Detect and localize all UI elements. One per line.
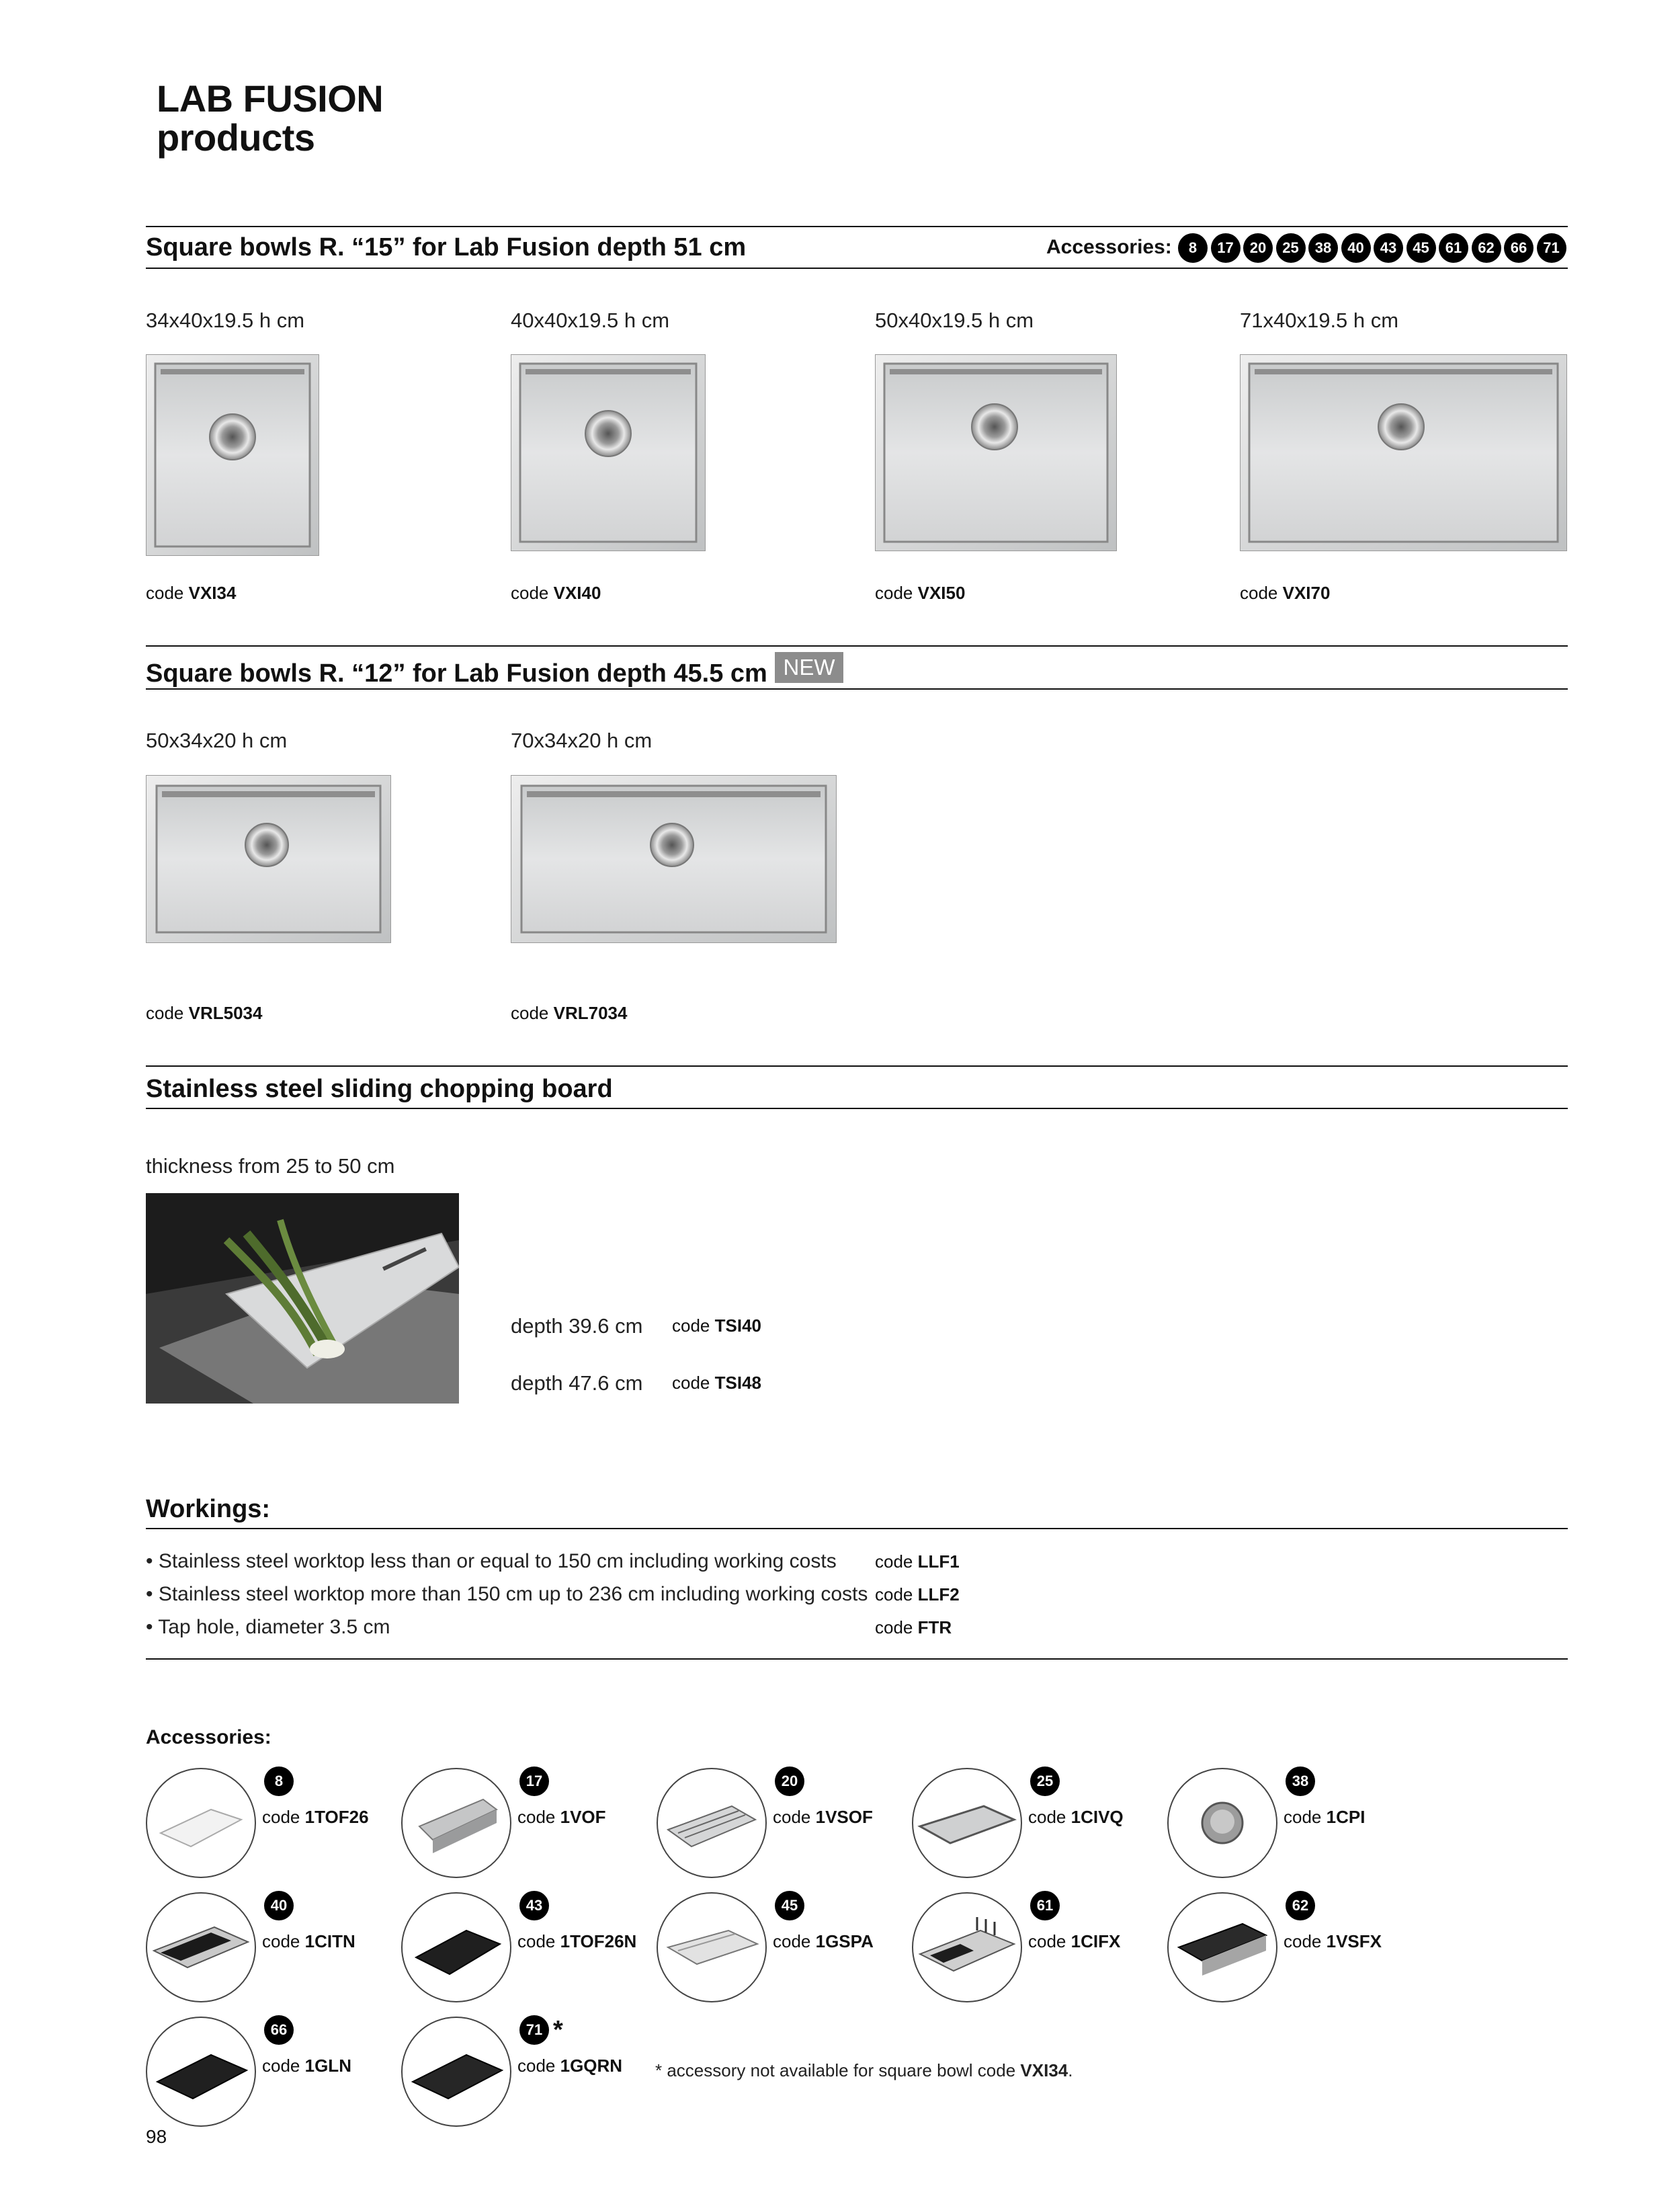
accessory-number-badge: 71 (1537, 233, 1566, 263)
footnote: * accessory not available for square bowl code VXI34. (655, 2060, 1073, 2080)
working-code: code LLF2 (875, 1584, 960, 1605)
divider (146, 1528, 1568, 1529)
product-code: code VXI40 (511, 583, 601, 603)
accessory-image (146, 2017, 256, 2127)
working-item: • Stainless steel worktop more than 150 cm up to 236 cm including working costs (146, 1583, 868, 1605)
accessory-number: 66 (264, 2015, 294, 2045)
working-code: code FTR (875, 1617, 952, 1637)
black-mat-icon (147, 2018, 255, 2125)
section1-title: Square bowls R. “15” for Lab Fusion depth 51 cm (146, 233, 747, 261)
accessory-number: 38 (1286, 1767, 1315, 1796)
accessories-title: Accessories: (146, 1726, 271, 1748)
workings-title: Workings: (146, 1495, 271, 1523)
sink-image-vxi50 (875, 354, 1117, 551)
board-depth: depth 39.6 cm (511, 1314, 643, 1338)
divider (146, 1108, 1568, 1109)
page-title-line1: LAB FUSION (157, 77, 384, 120)
accessory-number: 43 (519, 1891, 549, 1920)
product-code: code VXI50 (875, 583, 966, 603)
sink-image-vxi70 (1240, 354, 1567, 551)
accessory-number: 17 (519, 1767, 549, 1796)
product-code: code VRL5034 (146, 1003, 263, 1023)
sink-image-vxi40 (511, 354, 706, 551)
accessory-code: code 1VSOF (773, 1807, 873, 1827)
product-dims: 40x40x19.5 h cm (511, 309, 670, 332)
accessory-image (657, 1892, 767, 2002)
working-item: • Stainless steel worktop less than or equal to 150 cm including working costs (146, 1550, 837, 1572)
accessory-code: code 1CIFX (1028, 1931, 1121, 1951)
product-code: code VXI70 (1240, 583, 1331, 603)
accessory-image (1167, 1768, 1277, 1878)
accessory-code: code 1TOF26N (517, 1931, 637, 1951)
wire-basket-icon (658, 1769, 765, 1877)
accessory-number-badge: 66 (1504, 233, 1534, 263)
accessory-number-badge: 17 (1211, 233, 1241, 263)
black-cutting-board-icon (403, 1894, 510, 2001)
accessory-image (401, 2017, 511, 2127)
accessory-number: 71 (519, 2015, 549, 2045)
accessory-image (912, 1768, 1022, 1878)
accessory-image (401, 1892, 511, 2002)
section3-title: Stainless steel sliding chopping board (146, 1075, 613, 1103)
divider (146, 226, 1568, 227)
drainer-rack-icon (658, 1894, 765, 2001)
accessory-number: 25 (1030, 1767, 1060, 1796)
chopping-board-image (146, 1193, 459, 1404)
product-dims: 71x40x19.5 h cm (1240, 309, 1399, 332)
drain-plug-icon (1169, 1769, 1276, 1877)
divider (146, 1065, 1568, 1067)
black-grid-mat-icon (403, 2018, 510, 2125)
steel-tray-icon (913, 1769, 1021, 1877)
accessory-image (401, 1768, 511, 1878)
accessory-number-badge: 25 (1276, 233, 1306, 263)
board-code: code TSI40 (672, 1315, 761, 1336)
sink-image-vrl5034 (146, 775, 391, 943)
accessory-code: code 1CIVQ (1028, 1807, 1124, 1827)
sink-image-vrl7034 (511, 775, 837, 943)
divider (146, 1658, 1568, 1660)
steel-colander-icon (403, 1769, 510, 1877)
accessory-number: 61 (1030, 1891, 1060, 1920)
cutting-board-white-icon (147, 1769, 255, 1877)
product-code: code VXI34 (146, 583, 237, 603)
product-dims: 34x40x19.5 h cm (146, 309, 305, 332)
board-thickness: thickness from 25 to 50 cm (146, 1154, 395, 1178)
accessory-number: 40 (264, 1891, 294, 1920)
product-dims: 70x34x20 h cm (511, 729, 653, 752)
page-number: 98 (146, 2126, 167, 2147)
working-code: code LLF1 (875, 1551, 960, 1572)
divider (146, 688, 1568, 690)
accessory-number-badge: 61 (1439, 233, 1468, 263)
board-depth: depth 47.6 cm (511, 1371, 643, 1395)
product-dims: 50x34x20 h cm (146, 729, 288, 752)
board-code: code TSI48 (672, 1373, 761, 1393)
accessory-image (146, 1768, 256, 1878)
accessory-number: 45 (775, 1891, 804, 1920)
accessory-code: code 1GQRN (517, 2056, 623, 2076)
accessory-number: 62 (1286, 1891, 1315, 1920)
product-dims: 50x40x19.5 h cm (875, 309, 1034, 332)
accessory-code: code 1VOF (517, 1807, 606, 1827)
accessory-code: code 1CITN (262, 1931, 355, 1951)
accessory-image (657, 1768, 767, 1878)
accessory-number-badge: 20 (1243, 233, 1273, 263)
accessory-number-badge: 62 (1472, 233, 1501, 263)
accessory-number-badge: 40 (1341, 233, 1371, 263)
divider (146, 268, 1568, 269)
accessory-code: code 1CPI (1284, 1807, 1366, 1827)
page-title (157, 79, 383, 157)
accessory-code: code 1GSPA (773, 1931, 874, 1951)
new-badge: NEW (775, 652, 843, 683)
product-code: code VRL7034 (511, 1003, 628, 1023)
asterisk-mark: * (553, 2016, 563, 2044)
page-title-line2: products (157, 116, 315, 159)
accessory-code: code 1TOF26 (262, 1807, 369, 1827)
accessory-code: code 1GLN (262, 2056, 351, 2076)
section1-accessories-label: Accessories: (1046, 236, 1172, 258)
accessory-number-badge: 43 (1374, 233, 1403, 263)
tray-with-dish-rack-icon (913, 1894, 1021, 2001)
divider (146, 645, 1568, 647)
sink-image-vxi34 (146, 354, 319, 556)
accessory-code: code 1VSFX (1284, 1931, 1382, 1951)
colander-black-icon (1169, 1894, 1276, 2001)
accessory-number-badge: 38 (1308, 233, 1338, 263)
working-item: • Tap hole, diameter 3.5 cm (146, 1616, 390, 1638)
accessory-number-badge: 45 (1406, 233, 1436, 263)
accessory-number: 20 (775, 1767, 804, 1796)
accessory-image (912, 1892, 1022, 2002)
accessory-number: 8 (264, 1767, 294, 1796)
accessory-number-badge: 8 (1178, 233, 1208, 263)
black-board-tray-icon (147, 1894, 255, 2001)
accessory-image (1167, 1892, 1277, 2002)
accessory-image (146, 1892, 256, 2002)
section2-title: Square bowls R. “12” for Lab Fusion depth 45.5 cm (146, 659, 767, 688)
